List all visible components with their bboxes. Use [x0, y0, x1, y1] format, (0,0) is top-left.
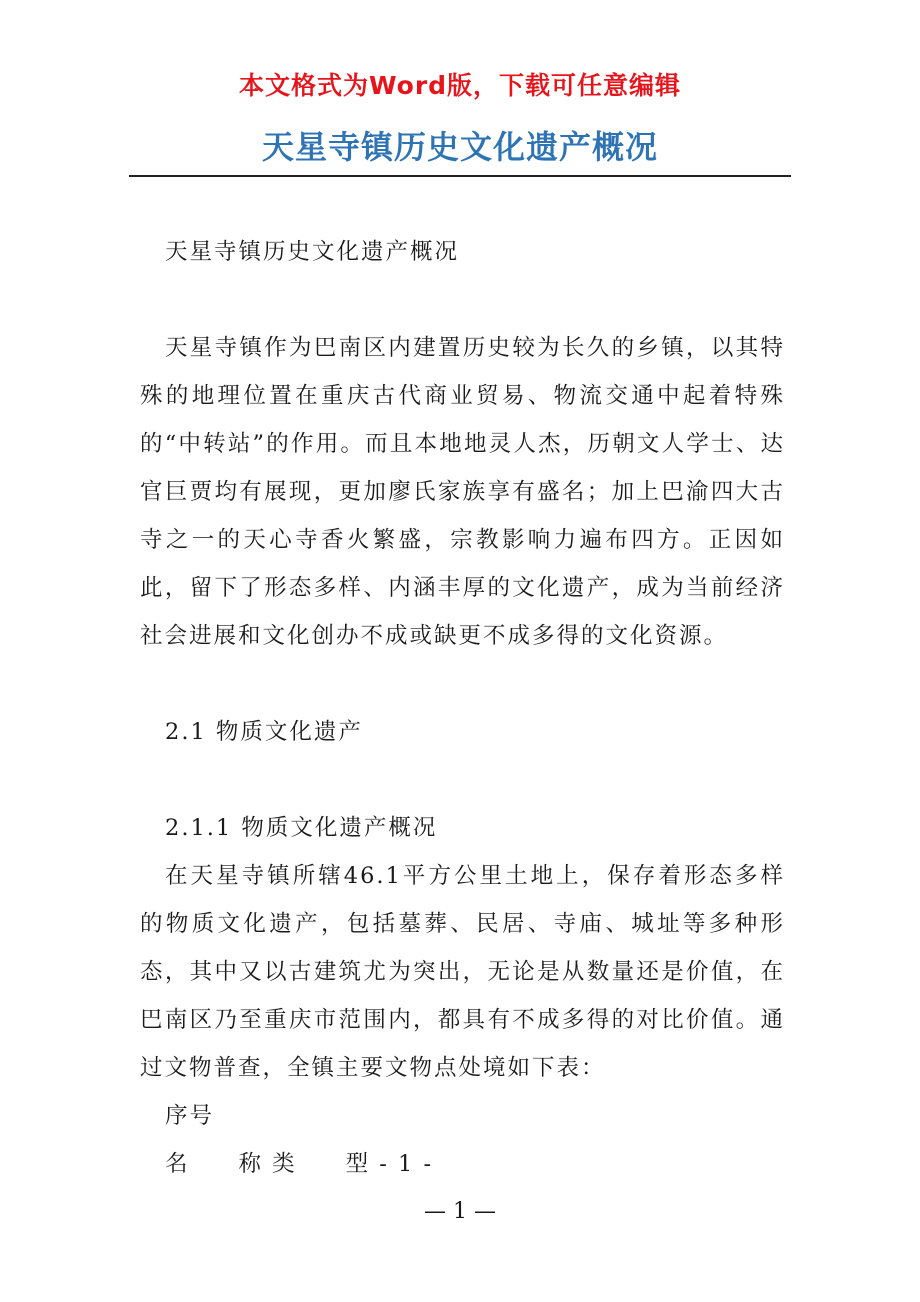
body-heading: 天星寺镇历史文化遗产概况 [165, 239, 460, 265]
title-divider [129, 175, 791, 177]
section-heading-2-1: 2.1 物质文化遗产 [165, 719, 363, 745]
intro-paragraph: 天星寺镇作为巴南区内建置历史较为长久的乡镇，以其特殊的地理位置在重庆古代商业贸易、物流交通中起着特殊的“中转站”的作用。而且本地地灵人杰，历朝文人学士、达官巨贾均有展现，更加廖氏家族享有盛名；加上巴渝四大古寺之一的天心寺香火繁盛，宗教影响力遍布四方。正因如此，留下了形态多样、内涵丰厚的文化遗产，成为当前经济社会进展和文化创办不成或缺更不成多得的文化资源。 [140, 335, 785, 649]
section-heading-2-1-1: 2.1.1 物质文化遗产概况 [165, 815, 438, 841]
table-header-index: 序号 [165, 1103, 215, 1129]
spacer [140, 756, 785, 804]
spacer [140, 660, 785, 708]
page-number: — 1 — [424, 1199, 496, 1224]
spacer [140, 276, 785, 324]
download-banner: 本文格式为Word版，下载可任意编辑 [238, 71, 682, 100]
document-body [140, 228, 785, 1188]
table-header-name-type: 名 称 类 型 - 1 - [165, 1151, 434, 1177]
overview-paragraph: 在天星寺镇所辖46.1平方公里土地上，保存着形态多样的物质文化遗产，包括墓葬、民居、寺庙、城址等多种形态，其中又以古建筑尤为突出，无论是从数量还是价值，在巴南区乃至重庆市范围内，都具有不成多得的对比价值。通过文物普查，全镇主要文物点处境如下表： [140, 863, 785, 1081]
document-title: 天星寺镇历史文化遗产概况 [261, 128, 658, 166]
